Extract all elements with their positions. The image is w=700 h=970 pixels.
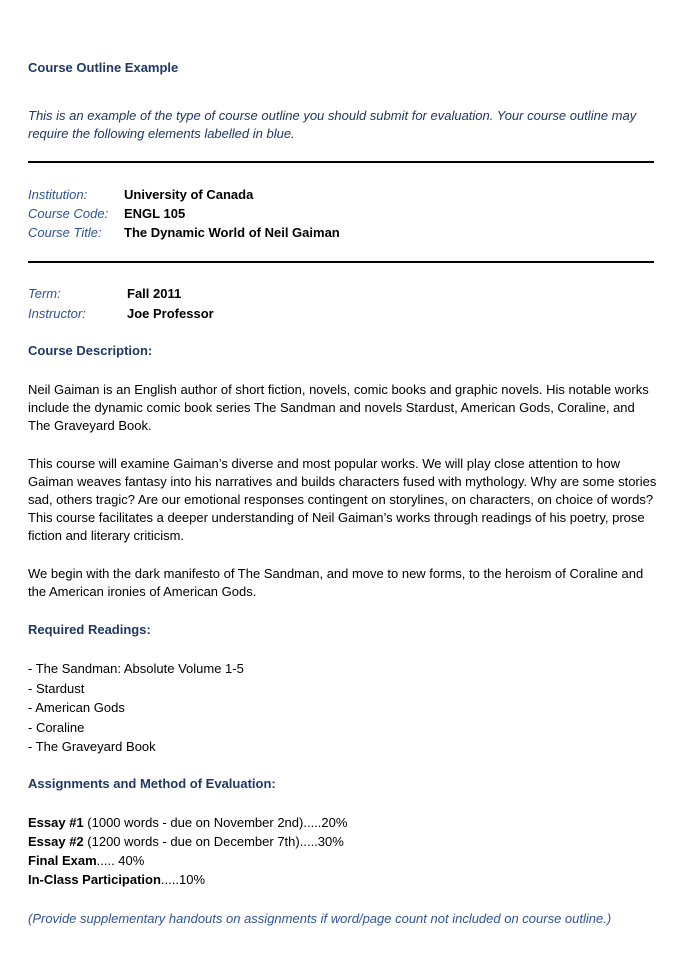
course-code-value: ENGL 105 — [124, 206, 186, 221]
evaluation-item — [28, 813, 648, 832]
description-paragraph-3 — [28, 565, 658, 601]
list-item: - The Sandman: Absolute Volume 1-5 — [28, 661, 244, 676]
list-item: - Stardust — [28, 680, 85, 696]
evaluation-item-detail: ..... 40% — [96, 853, 145, 868]
evaluation-item — [28, 832, 648, 851]
course-title-row — [28, 223, 340, 242]
description-paragraph-2 — [28, 455, 658, 545]
course-code-row — [28, 204, 186, 223]
institution-row — [28, 185, 254, 204]
evaluation-item-detail: (1200 words - due on December 7th).....30% — [83, 834, 344, 849]
divider-top — [28, 161, 654, 163]
term-value: Fall 2011 — [127, 286, 182, 301]
description-text-1: Neil Gaiman is an English author of short fiction, novels, comic books and graphic novels. His notable works include the dynamic comic book series The Sandman and novels Stardust, American Gods, Coraline, and The Graveyard Book. — [28, 382, 649, 433]
instructor-row — [28, 304, 214, 323]
evaluation-item-name: Essay #2 — [28, 834, 84, 849]
intro-text: This is an example of the type of course outline you should submit for evaluation. Your course outline may require the following elements labelled in blue. — [28, 108, 637, 141]
page-title: Course Outline Example — [28, 60, 179, 75]
evaluation-list — [28, 813, 648, 889]
divider-middle — [28, 261, 654, 263]
readings-list — [28, 659, 648, 757]
description-text-3: We begin with the dark manifesto of The Sandman, and move to new forms, to the heroism of Coraline and the American ironies of American Gods. — [28, 566, 644, 599]
course-title-label: Course Title: — [28, 225, 102, 240]
evaluation-item-name: In-Class Participation — [28, 872, 161, 887]
evaluation-item-name: Final Exam — [28, 853, 97, 868]
instructor-value: Joe Professor — [127, 306, 214, 321]
evaluation-heading: Assignments and Method of Evaluation: — [28, 776, 276, 791]
evaluation-item-detail: .....10% — [160, 872, 205, 887]
institution-label: Institution: — [28, 187, 88, 202]
course-title-value: The Dynamic World of Neil Gaiman — [124, 225, 340, 240]
evaluation-item — [28, 851, 648, 870]
list-item: - The Graveyard Book — [28, 739, 156, 754]
list-item: - American Gods — [28, 700, 125, 715]
term-label: Term: — [28, 286, 61, 301]
evaluation-item — [28, 870, 648, 889]
instructor-label: Instructor: — [28, 306, 86, 321]
required-readings-heading: Required Readings: — [28, 622, 151, 637]
course-code-label: Course Code: — [28, 206, 109, 221]
footnote: (Provide supplementary handouts on assignments if word/page count not included on course outline.) — [28, 911, 612, 926]
list-item: - Coraline — [28, 719, 85, 735]
term-row — [28, 284, 182, 303]
description-paragraph-1 — [28, 381, 658, 435]
evaluation-item-detail: (1000 words - due on November 2nd).....20% — [83, 815, 348, 830]
evaluation-item-name: Essay #1 — [28, 815, 84, 830]
description-text-2: This course will examine Gaiman’s diverse and most popular works. We will play close attention to how Gaiman weaves fantasy into his narratives and builds characters fused with mythology. Why are some stories sad, others tragic? Are our emotional responses contingent on storylines, on characters, on choice of words? This course facilitates a deeper understanding of Neil Gaiman’s works through readings of his poetry, prose fiction and literary criticism. — [28, 456, 657, 543]
institution-value: University of Canada — [124, 187, 254, 202]
course-description-heading: Course Description: — [28, 343, 153, 358]
